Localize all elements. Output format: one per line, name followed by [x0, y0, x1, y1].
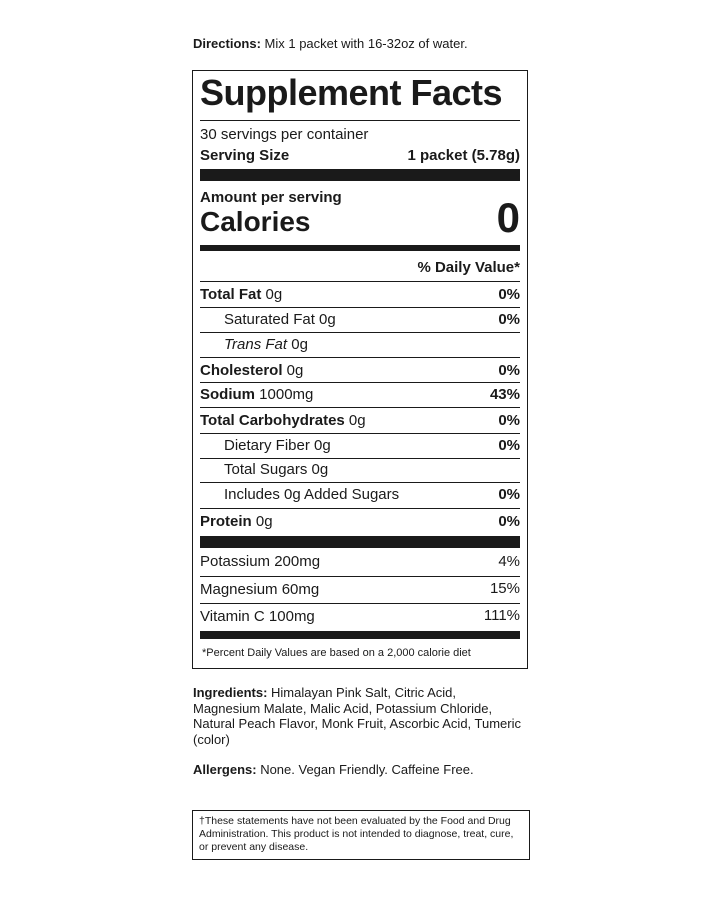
nutrient-name: Dietary Fiber 0g — [224, 437, 331, 454]
nutrient-name: Protein — [200, 513, 252, 530]
nutrient-row — [200, 412, 366, 429]
nutrient-row — [224, 336, 308, 353]
divider — [200, 357, 520, 358]
directions-label: Directions: — [193, 36, 261, 51]
amount-per-serving: Amount per serving — [200, 189, 342, 206]
nutrient-dv: 0% — [498, 486, 520, 503]
serving-size-label: Serving Size — [200, 147, 290, 164]
directions-body: Mix 1 packet with 16-32oz of water. — [260, 36, 468, 51]
thick-divider — [200, 169, 520, 181]
thick-divider — [200, 631, 520, 639]
nutrient-name: Saturated Fat 0g — [224, 311, 336, 328]
ingredients-list: Himalayan Pink Salt, Citric Acid, Magnesium Malate, Malic Acid, Potassium Chloride, Natural Peach Flavor, Monk Fruit, Ascorbic Acid, Tumeric (color) — [193, 685, 522, 747]
ingredients-text — [193, 685, 523, 747]
nutrient-row — [224, 486, 399, 503]
panel-title: Supplement Facts — [200, 72, 503, 113]
nutrient-amount: 0g — [287, 336, 308, 353]
calories-value: 0 — [496, 194, 520, 241]
nutrient-dv: 0% — [498, 362, 520, 379]
nutrient-amount: 0g — [251, 513, 273, 530]
nutrient-name: Cholesterol — [200, 362, 283, 379]
allergens-text — [193, 762, 474, 777]
medium-divider — [200, 245, 520, 251]
nutrient-amount: 0g — [344, 412, 366, 429]
divider — [200, 382, 520, 383]
allergens-label: Allergens: — [193, 762, 257, 777]
thick-divider — [200, 536, 520, 548]
daily-value-footnote: *Percent Daily Values are based on a 2,000 calorie diet — [202, 647, 471, 659]
nutrient-row — [200, 286, 282, 303]
divider — [200, 120, 520, 121]
nutrient-row — [200, 386, 313, 403]
nutrient-name: Sodium — [200, 386, 255, 403]
mineral-name: Vitamin C 100mg — [200, 608, 315, 625]
nutrient-row — [224, 311, 336, 328]
nutrient-amount: 0g — [282, 362, 304, 379]
mineral-name: Potassium 200mg — [200, 553, 321, 570]
nutrient-row — [224, 437, 331, 454]
ingredients-label: Ingredients: — [193, 685, 268, 700]
servings-per-container: 30 servings per container — [200, 126, 369, 143]
allergens-body: None. Vegan Friendly. Caffeine Free. — [256, 762, 474, 777]
nutrient-row — [200, 362, 303, 379]
nutrient-dv: 43% — [489, 386, 520, 403]
nutrient-name: Total Fat — [200, 286, 262, 303]
divider — [200, 576, 520, 577]
daily-value-header: % Daily Value* — [417, 259, 520, 276]
nutrient-dv: 0% — [498, 513, 520, 530]
nutrient-amount: 1000mg — [255, 386, 314, 403]
mineral-name: Magnesium 60mg — [200, 581, 320, 598]
fda-disclaimer: †These statements have not been evaluated by the Food and Drug Administration. This product is not intended to diagnose, treat, cure, or prevent any disease. — [192, 810, 530, 860]
nutrient-name: Total Sugars 0g — [224, 461, 329, 478]
divider — [200, 458, 520, 459]
serving-size-value: 1 packet (5.78g) — [407, 147, 520, 164]
nutrient-dv: 0% — [498, 311, 520, 328]
divider — [200, 482, 520, 483]
nutrient-dv: 0% — [498, 286, 520, 303]
nutrient-dv: 0% — [498, 412, 520, 429]
divider — [200, 433, 520, 434]
directions-text — [193, 36, 468, 51]
divider — [200, 508, 520, 509]
nutrient-dv: 0% — [498, 437, 520, 454]
divider — [200, 603, 520, 604]
divider — [200, 332, 520, 333]
nutrient-name: Trans Fat — [224, 336, 288, 353]
nutrient-name: Total Carbohydrates — [200, 412, 345, 429]
nutrient-amount: 0g — [261, 286, 283, 303]
mineral-dv: 15% — [489, 580, 520, 597]
divider — [200, 407, 520, 408]
nutrient-row — [200, 513, 273, 530]
supplement-facts-panel — [192, 70, 528, 669]
nutrient-row — [224, 461, 328, 478]
mineral-dv: 4% — [498, 553, 520, 570]
divider — [200, 281, 520, 282]
mineral-dv: 111% — [483, 607, 520, 624]
nutrient-name: Includes 0g Added Sugars — [224, 486, 400, 503]
calories-label: Calories — [200, 206, 311, 237]
divider — [200, 307, 520, 308]
